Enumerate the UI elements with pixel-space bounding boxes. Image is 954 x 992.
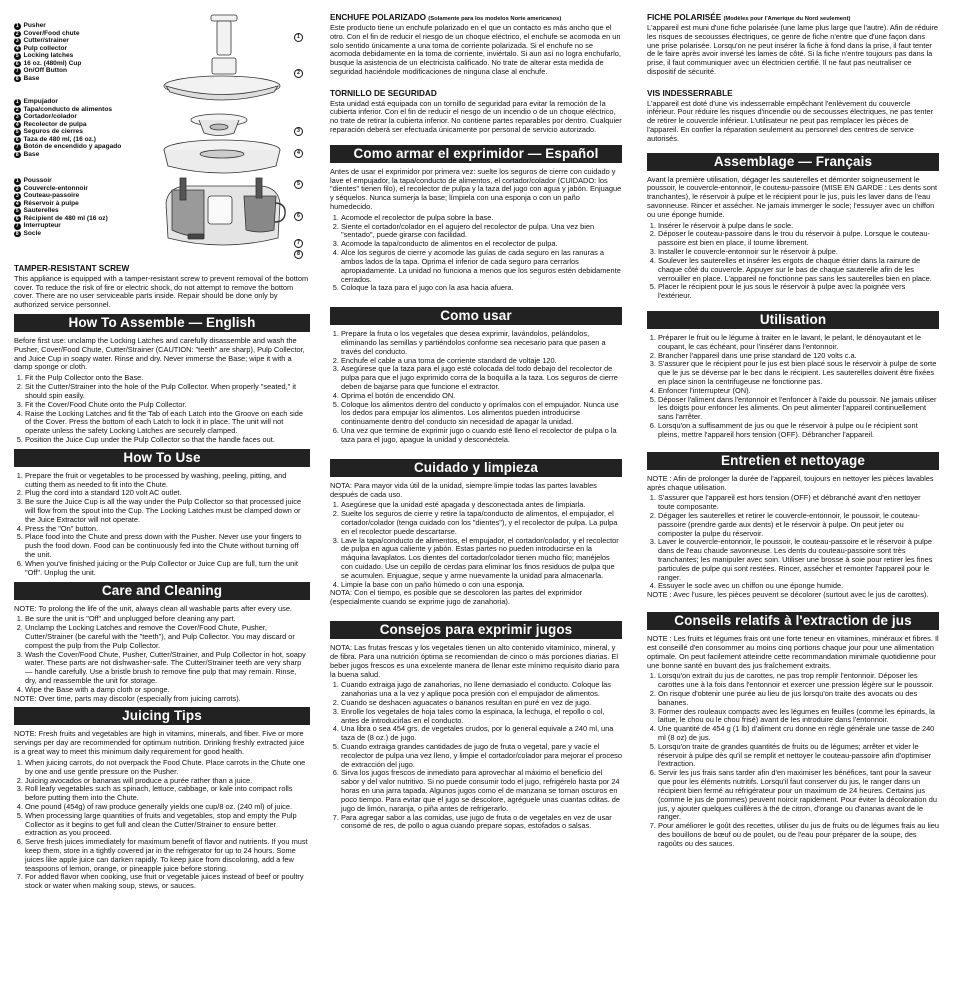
parts-legend-item	[14, 60, 164, 68]
step-item: 4. Limpie la base con un paño húmedo o con una esponja.	[341, 581, 622, 590]
tips-heading-fr: Conseils relatifs à l'extraction de jus	[647, 612, 939, 630]
tips-heading-en: Juicing Tips	[14, 707, 310, 725]
part-number-badge: 8	[15, 75, 19, 82]
column-french	[647, 8, 939, 849]
part-name: Locking latches	[23, 52, 74, 59]
tamper-screw-heading: TAMPER-RESISTANT SCREW	[14, 264, 130, 273]
step-item: 6. When you've finished juicing or the Pulp Collector or Juice Cup are full, turn the unit "Off". Unplug the unit.	[25, 560, 310, 578]
tips-steps-en	[14, 759, 310, 891]
assemble-intro-es: Antes de usar el exprimidor por primera vez: suelte los seguros de cierre con cuidado y lave el empujador, la tapa/conducto de alimentos, el cortador/colador (CUIDADO: los "dientes" tienen filo), el recolector de pulpa y la taza del jugo con agua y jabón. Enjuague y séquelos. Nunca sumerja la base; límpiela con una esponja o con un paño humedecido.	[330, 166, 622, 212]
column-english	[14, 8, 310, 891]
step-item: 5. Lorsqu'on traite de grandes quantités de fruits ou de légumes; arrêter et vider le réservoir à pulpe dès qu'il se remplit et nettoyer le couteau-passoire afin d'optimiser l'extraction.	[658, 743, 939, 769]
parts-legend-item	[14, 37, 164, 45]
parts-legend-item	[14, 136, 164, 144]
part-number-badge: 5	[15, 129, 19, 135]
step-item: 7. For added flavor when cooking, use fruit or vegetable juices instead of beef or poultry stock or water when making soup, stews, or sauces.	[25, 873, 310, 891]
callout-7: 7	[294, 239, 303, 248]
care-heading-en: Care and Cleaning	[14, 582, 310, 600]
part-name: Sauterelles	[23, 207, 59, 214]
step-item: 4. Une quantité de 454 g (1 lb) d'aliment cru donne en règle générale une tasse de 240 ml (8 oz) de jus.	[658, 725, 939, 743]
assemble-steps-es	[330, 214, 622, 293]
callout-8: 8	[294, 250, 303, 259]
part-number-badge: 8	[15, 230, 19, 237]
assemble-steps-fr	[647, 222, 939, 301]
column-spanish	[330, 8, 622, 831]
parts-legend-item	[14, 67, 164, 75]
part-name: Récipient de 480 ml (16 oz)	[23, 214, 108, 222]
step-item: 7. Para agregar sabor a las comidas, use jugo de fruta o de vegetales en vez de usar consomé de res, de pollo o agua cuando prepare sopas, estofados o salsas.	[341, 814, 622, 832]
part-number-badge: 3	[15, 114, 19, 120]
part-name: Socle	[23, 229, 42, 237]
step-item: 1. S'assurer que l'appareil est hors tension (OFF) et débranché avant d'en nettoyer toute composante.	[658, 494, 939, 512]
parts-legend-item	[14, 45, 164, 53]
part-name: 16 oz. (480ml) Cup	[23, 59, 82, 67]
part-number-badge: 6	[15, 60, 19, 67]
plug-text-es: Este producto tiene un enchufe polarizado en el que un contacto es más ancho que el otro. Con el fin de reducir el riesgo de un choque eléctrico, el enchufe se acomoda en un solo sentido únicamente a una toma de corriente polarizada. Si el enchufe no se acomoda debidamente en la toma de corriente, inviértalo. Si aun así no logra enchufarlo, busque la asistencia de un electricista calificado. No trate de alterar esta medida de seguridad haciéndole modificaciones de ninguna clase al enchufe.	[330, 22, 621, 76]
part-number-badge: 6	[15, 136, 19, 143]
part-name: Poussoir	[23, 177, 52, 184]
step-item: 4. One pound (454g) of raw produce generally yields one cup/8 oz. (240 ml) of juice.	[25, 803, 310, 812]
parts-legend-item	[14, 151, 164, 159]
step-item: 6. Lorsqu'on a suffisamment de jus ou que le réservoir à pulpe ou le récipient sont pleins, mettre l'appareil hors tension (OFF). Débrancher l'appareil.	[658, 422, 939, 440]
part-name: Taza de 480 ml, (16 oz.)	[23, 135, 96, 143]
step-item: 4. Oprima el botón de encendido ON.	[341, 392, 622, 401]
care-steps-es	[330, 501, 622, 589]
part-number-badge: 5	[15, 208, 19, 214]
parts-legend-spanish	[14, 98, 164, 158]
assemble-steps-en	[14, 374, 310, 445]
assemble-heading-en: How To Assemble — English	[14, 314, 310, 332]
step-item: 2. On risque d'obtenir une purée au lieu de jus lorsqu'on traite des avocats ou des bananes.	[658, 690, 939, 708]
step-item: 1. Lorsqu'on extrait du jus de carottes, ne pas trop remplir l'entonnoir. Déposer les carottes une à la fois dans l'entonnoir et exercer une pression légère sur le poussoir.	[658, 672, 939, 690]
part-name: Pusher	[23, 22, 46, 29]
step-item: 3. Lave la tapa/conducto de alimentos, el empujador, el cortador/colador, y el recolector de pulpa en agua caliente y jabón. Estas partes no pueden introducirse en la máquina lavaplatos. Los dientes del cortador/colador tienen mucho filo; manéjelos con cuidado. Use un cepillo de cerdas para eliminar los finos residuos de pulpa que se acumulen. Enjuague, seque y arme nuevamente la unidad para almacenarla.	[341, 537, 622, 581]
part-number-badge: 2	[15, 106, 19, 113]
step-item: 3. Asegúrese que la taza para el jugo esté colocada del todo debajo del recolector de pulpa para que el jugo exprimido corra de la boquilla a la taza. Los seguros de cierre deben de bajarse para que funcione el extractor.	[341, 365, 622, 391]
care-steps-en	[14, 615, 310, 694]
care-note2-es: NOTA: Con el tiempo, es posible que se descoloren las partes del exprimidor (especialmente cuando se exprime jugo de zanahoria).	[330, 588, 583, 607]
callout-6: 6	[294, 212, 303, 221]
part-number-badge: 4	[15, 121, 19, 128]
step-item: 2. Sit the Cutter/Strainer into the hole of the Pulp Collector. When properly "seated," it should spin easily.	[25, 383, 310, 401]
tips-steps-fr	[647, 672, 939, 848]
step-item: 1. Préparer le fruit ou le légume à traiter en le lavant, le pelant, le dénoyautant et le coupant, le cas échéant, pour l'insérer dans l'entonnoir.	[658, 334, 939, 352]
step-item: 3. Acomode la tapa/conducto de alimentos en el recolector de pulpa.	[341, 240, 622, 249]
part-name: Cortador/colador	[23, 113, 77, 120]
plug-heading-fr	[647, 13, 939, 23]
parts-legend-item	[14, 30, 164, 38]
step-item: 2. Cuando se deshacen aguacates o bananos resultan en puré en vez de jugo.	[341, 699, 622, 708]
part-number-badge: 4	[15, 45, 19, 52]
step-item: 6. Sirva los jugos frescos de inmediato para aprovechar al máximo el beneficio del sabor y del valor nutritivo. Si no puede consumir todo el jugo, refrigérelo hasta por 24 horas en una jarra tapada. Algunos jugos como el de manzana se tornan oscuros en poco tiempo. Para evitar que el jugo se descolore, agréguele unas cuantas cditas. de jugo de limón, naranja, o piña antes de refrigerarlo.	[341, 769, 622, 813]
step-item: 5. Position the Juice Cup under the Pulp Collector so that the handle faces out.	[25, 436, 310, 445]
part-name: Empujador	[23, 98, 58, 105]
step-item: 6. Servir les jus frais sans tarder afin d'en maximiser les bénéfices, tant pour la saveur que pour les éléments nutritifs. Lorsqu'il faut conserver du jus, le ranger dans un récipient bien fermé au réfrigérateur pour un maximum de 24 heures. Certains jus (comme le jus de pommes) peuvent noircir rapidement. Pour éviter la décoloration du jus, y ajouter quelques cuillères à thé de citron, d'orange ou d'ananas avant de le ranger.	[658, 769, 939, 822]
part-name: Base	[23, 74, 40, 82]
part-number-badge: 1	[15, 99, 19, 105]
step-item: 2. Plug the cord into a standard 120 volt AC outlet.	[25, 489, 310, 498]
step-item: 3. Former des rouleaux compacts avec les légumes en feuilles (comme les épinards, la laitue, le chou ou le chou frisé) avant de les introduire dans l'entonnoir.	[658, 708, 939, 726]
plug-subtitle-fr: (Modèles pour l'Amerique du Nord seulement)	[723, 16, 851, 22]
step-item: 1. Insérer le réservoir à pulpe dans le socle.	[658, 222, 939, 231]
step-item: 5. Coloque la taza para el jugo con la asa hacia afuera.	[341, 284, 622, 293]
step-item: 2. Unclamp the Locking Latches and remove the Cover/Food Chute, Pusher, Cutter/Strainer (be careful with the "teeth"), and Pulp Collector. You may discard or compost the pulp from the Pulp Collector.	[25, 624, 310, 650]
step-item: 5. Coloque los alimentos dentro del conducto y oprímalos con el empujador. Nunca use los dedos para empujar los alimentos. Los alimentos pueden introducirse continuamente dentro del conducto sin necesidad de apagar la unidad.	[341, 401, 622, 427]
step-item: 1. Prepare la fruta o los vegetales que desea exprimir, lavándolos, pelándolos, eliminando las semillas y partiéndolos conforme sea necesario para que pasen a través del conducto.	[341, 330, 622, 356]
part-name: Pulp collector	[23, 44, 68, 52]
step-item: 2. Juicing avocados or bananas will produce a purée rather than a juice.	[25, 777, 310, 786]
step-item: 4. Una libra o sea 454 grs. de vegetales crudos, por lo general equivale a 240 ml, una taza de (8 oz.) de jugo.	[341, 725, 622, 743]
assemble-heading-fr: Assemblage — Français	[647, 153, 939, 171]
step-item: 4. Wipe the Base with a damp cloth or sponge.	[25, 686, 310, 695]
tamper-screw-text: This appliance is equipped with a tamper-resistant screw to prevent removal of the bottom cover. To reduce the risk of fire or electric shock, do not attempt to remove the bottom cover. There are no user serviceable parts inside. Repair should be done only by authorized service personnel.	[14, 273, 309, 310]
use-steps-en	[14, 472, 310, 578]
care-heading-es: Cuidado y limpieza	[330, 459, 622, 477]
juicer-illustration	[144, 8, 310, 260]
part-number-badge: 2	[15, 185, 19, 192]
parts-legend-item	[14, 22, 164, 30]
part-name: Recolector de pulpa	[23, 120, 87, 128]
step-item: 3. Roll leafy vegetables such as spinach, lettuce, cabbage, or kale into compact rolls before putting them into the Chute.	[25, 785, 310, 803]
step-item: 2. Suelte los seguros de cierre y retire la tapa/conducto de alimentos, el empujador, el cortador/colador (tenga cuidado con los "dientes"), y el recolector de pulpa. La pulpa en el recolector puede descartarse.	[341, 510, 622, 536]
parts-legend-item	[14, 177, 164, 185]
part-name: Cover/Food chute	[23, 29, 80, 37]
part-name: Tapa/conducto de alimentos	[23, 105, 113, 113]
step-item: 5. Place food into the Chute and press down with the Pusher. Never use your fingers to push the food down. Food can be continuously fed into the Chute without turning off the unit.	[25, 533, 310, 559]
parts-legend-item	[14, 222, 164, 230]
tips-note-en: NOTE: Fresh fruits and vegetables are high in vitamins, minerals, and fiber. Five or more servings per day are recommended for optimum nutrition. Drinking freshly extracted juice is a great way to meet this minimum daily requirement for good health.	[14, 729, 305, 757]
step-item: 1. When juicing carrots, do not overpack the Food Chute. Place carrots in the Chute one by one and use gentle pressure on the Pusher.	[25, 759, 310, 777]
care-note-fr: NOTE : Afin de prolonger la durée de l'appareil, toujours en nettoyer les pièces lavables après chaque utilisation.	[647, 473, 934, 492]
tips-note-es: NOTA: Las frutas frescas y los vegetales tienen un alto contenido vitamínico, mineral, y de fibra. Para una nutrición óptima se recomiendan de cinco o más porciones diarias. El beber jugos frescos es una excelente manera de llenar este mínimo requisito diario para la buena salud.	[330, 643, 620, 679]
part-name: Couteau-passoire	[23, 192, 80, 199]
part-number-badge: 3	[15, 193, 19, 199]
use-heading-es: Como usar	[330, 307, 622, 325]
parts-legend-item	[14, 52, 164, 60]
step-item: 1. Cuando extraiga jugo de zanahorias, no llene demasiado el conducto. Coloque las zanahorias una a la vez y aplique poca presión con el empujador de alimentos.	[341, 681, 622, 699]
care-steps-fr	[647, 494, 939, 591]
callout-3: 3	[294, 127, 303, 136]
callout-4: 4	[294, 149, 303, 158]
callout-1: 1	[294, 33, 303, 42]
part-name: Botón de encendido y apagado	[23, 143, 122, 150]
step-item: 2. Brancher l'appareil dans une prise standard de 120 volts c.a.	[658, 352, 939, 361]
part-name: On/Off Button	[23, 67, 68, 74]
step-item: 4. Press the "On" button.	[25, 525, 310, 534]
screw-heading-es: TORNILLO DE SEGURIDAD	[330, 88, 437, 98]
care-note-en: NOTE: To prolong the life of the unit, always clean all washable parts after every use.	[14, 603, 292, 613]
parts-legend-item	[14, 192, 164, 200]
step-item: 1. Asegúrese que la unidad esté apagada y desconectada antes de limpiarla.	[341, 501, 622, 510]
juicer-exploded-diagram	[144, 8, 310, 260]
step-item: 5. Déposer l'aliment dans l'entonnoir et l'enfoncer à l'aide du poussoir. Ne jamais utiliser les doigts pour enfoncer les aliments. On peut alimenter l'appareil continuellement sans l'arrêter.	[658, 396, 939, 422]
step-item: 5. Cuando extraiga grandes cantidades de jugo de fruta o vegetal, pare y vacíe el recolector de pulpa una vez lleno, y limpie el cortador/colador para mejorar el proceso de extracción del jugo.	[341, 743, 622, 769]
step-item: 4. Enfoncer l'interrupteur (ON).	[658, 387, 939, 396]
assemble-intro-en: Before first use: unclamp the Locking Latches and carefully disassemble and wash the Pusher, Cover/Food Chute, Cutter/Strainer (CAUTION: "teeth" are sharp), Pulp Collector, and Juice Cup in soapy water. Rinse and dry. Never immerse the Base; wipe it with a damp sponge or cloth.	[14, 336, 305, 372]
parts-diagram-section	[14, 8, 310, 260]
part-number-badge: 6	[15, 215, 19, 222]
step-item: 7. Pour améliorer le goût des recettes, utiliser du jus de fruits ou de légumes frais au lieu des bouillons de bœuf ou de poulet, ou de l'eau pour préparer de la soupe, des ragoûts ou des sauces.	[658, 822, 939, 848]
step-item: 3. Wash the Cover/Food Chute, Pusher, Cutter/Strainer, and Pulp Collector in hot, soapy water. These parts are not dishwasher-safe. The Cutter/Strainer teeth are very sharp — handle carefully. Use a bristle brush to remove fine pulp that may remain. Rinse, dry, and reassemble the unit for storage.	[25, 651, 310, 686]
parts-legend-item	[14, 200, 164, 208]
plug-heading-es	[330, 13, 622, 23]
plug-title-fr: FICHE POLARISÉE	[647, 13, 722, 22]
use-steps-fr	[647, 334, 939, 440]
step-item: 4. Raise the Locking Latches and fit the Tab of each Latch into the Groove on each side of the Cover. Press the bottom of each Latch to lock it in place. The unit will not operate unless the safety Locking Latches are securely clamped.	[25, 410, 310, 436]
part-number-badge: 3	[15, 38, 19, 44]
care-note2-en: NOTE: Over time, parts may discolor (especially from juicing carrots).	[14, 693, 241, 703]
part-name: Seguros de cierres	[23, 128, 83, 135]
parts-legend-french	[14, 177, 164, 237]
assemble-heading-es: Como armar el exprimidor — Español	[330, 145, 622, 163]
step-item: 2. Dégager les sauterelles et retirer le couvercle-entonnoir, le poussoir, le couteau-passoire (prendre garde aux dents) et le réservoir à pulpe. On peut jeter ou composter la pulpe du réservoir.	[658, 512, 939, 538]
plug-subtitle-es: (Solamente para los modelos Norte americanos)	[428, 16, 562, 22]
parts-legend-item	[14, 207, 164, 215]
use-steps-es	[330, 330, 622, 445]
part-number-badge: 2	[15, 30, 19, 37]
step-item: 4. Essuyer le socle avec un chiffon ou une éponge humide.	[658, 582, 939, 591]
callout-5: 5	[294, 180, 303, 189]
parts-legend-item	[14, 113, 164, 121]
step-item: 3. Enrolle los vegetales de hoja tales como la espinaca, la lechuga, el repollo o col, antes de introducirlas en el conducto.	[341, 708, 622, 726]
part-name: Base	[23, 150, 40, 158]
step-item: 4. Soulever les sauterelles et insérer les ergots de chaque étrier dans la rainure de chaque côté du couvercle. Appuyer sur le bas de chaque sauterelle afin de les verrouiller en place. L'appareil ne fonctionne pas sans les sauterelles bien en place.	[658, 257, 939, 283]
step-item: 3. Laver le couvercle-entonnoir, le poussoir, le couteau-passoire et le réservoir à pulpe dans de l'eau chaude savonneuse. Les dents du couteau-passoire sont très tranchantes; les manipuler avec soin. Utiliser une brosse à soie pour retirer les fines particules de pulpe qui sont restées. Rincer, assécher et remonter l'appareil pour le ranger.	[658, 538, 939, 582]
care-heading-fr: Entretien et nettoyage	[647, 452, 939, 470]
parts-legend-item	[14, 230, 164, 238]
parts-legend-item	[14, 121, 164, 129]
tips-note-fr: NOTE : Les fruits et légumes frais ont une forte teneur en vitamines, minéraux et fibres. Il est conseillé d'en consommer au moins cinq portions chaque jour pour une alimentation optimale. On peut facilement atteindre cette recommandation minimale quotidienne pour une bonne santé en buvant des jus fraîchement extraits.	[647, 634, 939, 670]
step-item: 6. Una vez que termine de exprimir jugo o cuando esté lleno el recolector de pulpa o la taza para el jugo, apague la unidad y desconéctela.	[341, 427, 622, 445]
assemble-intro-fr: Avant la première utilisation, dégager les sauterelles et démonter soigneusement le poussoir, le couvercle-entonnoir, le couteau-passoire (MISE EN GARDE : Les dents sont tranchantes), le réservoir à pulpe et le récipient pour le jus, puis les laver dans de l'eau savonneuse. Rincer et assécher. Ne jamais immerger le socle; l'essuyer avec un chiffon ou une éponge humide.	[647, 174, 938, 219]
step-item: 1. Fit the Pulp Collector onto the Base.	[25, 374, 310, 383]
part-name: Couvercle-entonnoir	[23, 184, 88, 192]
part-number-badge: 5	[15, 53, 19, 59]
part-name: Interrupteur	[23, 222, 61, 229]
parts-legend-item	[14, 185, 164, 193]
screw-heading-fr: VIS INDESSERRABLE	[647, 88, 733, 98]
part-number-badge: 1	[15, 178, 19, 184]
parts-legend-item	[14, 98, 164, 106]
use-heading-fr: Utilisation	[647, 311, 939, 329]
parts-legend-item	[14, 143, 164, 151]
screw-text-es: Esta unidad está equipada con un tornillo de seguridad para evitar la remoción de la cubierta inferior. Con el fin de reducir el riesgo de un incendio o de un choque eléctrico, no trate de retirar la cubierta inferior. No contiene partes reparables por dentro. Cualquier reparación deberá ser efectuada únicamente por personal de servicio autorizado.	[330, 98, 622, 134]
tips-heading-es: Consejos para exprimir jugos	[330, 621, 622, 639]
step-item: 1. Be sure the unit is "Off" and unplugged before cleaning any part.	[25, 615, 310, 624]
part-number-badge: 1	[15, 23, 19, 29]
care-note2-fr: NOTE : Avec l'usure, les pièces peuvent se décolorer (surtout avec le jus de carottes).	[647, 590, 929, 600]
step-item: 4. Alce los seguros de cierre y acomode las guías de cada seguro en las ranuras a ambos lados de la tapa. Oprima el inferior de cada seguro para cerrarlos apropiadamente. La unidad no funciona a menos que los seguros estén debidamente cerrados.	[341, 249, 622, 284]
step-item: 2. Enchufe el cable a una toma de corriente standard de voltaje 120.	[341, 357, 622, 366]
step-item: 5. Placer le récipient pour le jus sous le réservoir à pulpe avec la poignée vers l'extérieur.	[658, 283, 939, 301]
step-item: 2. Déposer le couteau-passoire dans le trou du réservoir à pulpe. Lorsque le couteau-passoire est bien en place, il tourne librement.	[658, 230, 939, 248]
part-number-badge: 7	[15, 223, 19, 229]
callout-2: 2	[294, 69, 303, 78]
parts-legend-item	[14, 106, 164, 114]
plug-title-es: ENCHUFE POLARIZADO	[330, 13, 426, 22]
use-heading-en: How To Use	[14, 449, 310, 467]
step-item: 3. Fit the Cover/Food Chute onto the Pulp Collector.	[25, 401, 310, 410]
part-number-badge: 7	[15, 144, 19, 150]
part-name: Réservoir à pulpe	[23, 199, 79, 207]
part-name: Cutter/strainer	[23, 37, 69, 44]
parts-legend-item	[14, 128, 164, 136]
part-number-badge: 7	[15, 68, 19, 74]
step-item: 2. Siente el cortador/colador en el agujero del recolector de pulpa. Una vez bien "sentado", puede girarse con facilidad.	[341, 223, 622, 241]
step-item: 1. Prepare the fruit or vegetables to be processed by washing, peeling, pitting, and cutting them as needed to fit into the Chute.	[25, 472, 310, 490]
parts-legend-item	[14, 75, 164, 83]
step-item: 3. Be sure the Juice Cup is all the way under the Pulp Collector so that processed juice will flow from the spout into the Cup. The Locking Latches must be clamped down or the Juice Extractor will not operate.	[25, 498, 310, 524]
screw-text-fr: L'appareil est doté d'une vis indesserrable empêchant l'enlèvement du couvercle inférieur. Pour réduire les risques d'incendie ou de secousses électriques, ne pas tenter de retirer le couvercle inférieur. L'utilisateur ne peut pas remplacer les pièces de l'appareil. En confier la réparation seulement au personnel des centres de service autorisés.	[647, 98, 934, 143]
step-item: 5. When processing large quantities of fruits and vegetables, stop and empty the Pulp Collector as it begins to get full and clean the Cutter/Strainer to ensure better extraction as you proceed.	[25, 812, 310, 838]
tips-steps-es	[330, 681, 622, 831]
parts-legend-item	[14, 215, 164, 223]
step-item: 6. Serve fresh juices immediately for maximum benefit of flavor and nutrients. If you must keep them, store in a tightly covered jar in the refrigerator for up to 24 hours. Some juices like apple juice can darken rapidly. To keep juice from discoloring, add a few teaspoons of lemon, orange, or pineapple juice before storing.	[25, 838, 310, 873]
part-number-badge: 4	[15, 200, 19, 207]
part-number-badge: 8	[15, 151, 19, 158]
parts-legend-english	[14, 22, 164, 82]
step-item: 1. Acomode el recolector de pulpa sobre la base.	[341, 214, 622, 223]
plug-text-fr: L'appareil est muni d'une fiche polarisée (une lame plus large que l'autre). Afin de réduire les risques de secousses électriques, ce genre de fiche n'entre que d'une façon dans une prise polarisée. Lorsqu'on ne peut insérer la fiche à fond dans la prise, il faut tenter de le faire après avoir inversé les lames de côté. Si la fiche n'entre toujours pas dans la prise, il faut communiquer avec un électricien certifié. Il ne faut pas neutraliser ce dispositif de sécurité.	[647, 22, 938, 76]
care-note-es: NOTA: Para mayor vida útil de la unidad, siempre limpie todas las partes lavables después de cada uso.	[330, 480, 597, 499]
step-item: 3. S'assurer que le récipient pour le jus est bien placé sous le réservoir à pulpe de sorte que le jus se déverse par le bec dans le récipient. Les sauterelles doivent être fixées en place sinon la centrifugeuse ne fonctionne pas.	[658, 360, 939, 386]
step-item: 3. Installer le couvercle-entonnoir sur le réservoir à pulpe.	[658, 248, 939, 257]
